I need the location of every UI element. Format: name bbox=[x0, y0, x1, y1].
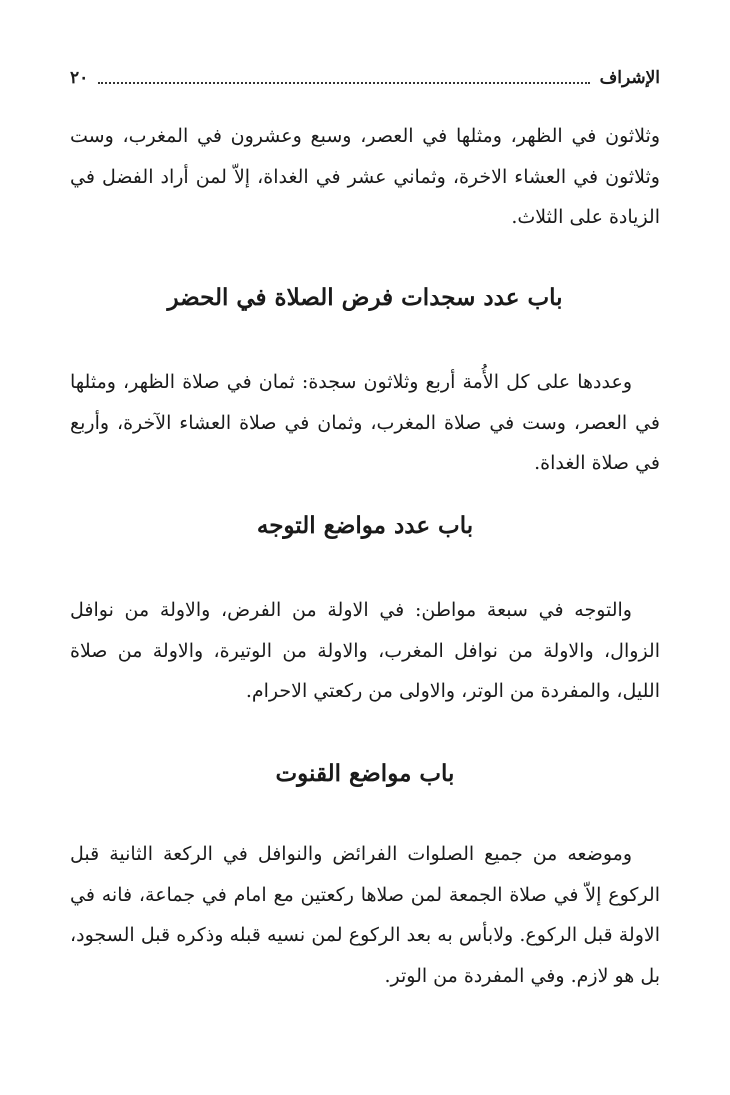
heading-sajdat: باب عدد سجدات فرض الصلاة في الحضر bbox=[167, 284, 563, 311]
paragraph-sajdat: وعددها على كل الأُمة أربع وثلاثون سجدة: ثمان في صلاة الظهر، ومثلها في العصر، وست في صلاة المغرب، وثمان في صلاة العشاء الآخرة، وأربع في صلاة الغداة. bbox=[70, 371, 660, 474]
dotted-leader bbox=[98, 80, 589, 84]
running-title: الإشراف bbox=[599, 68, 660, 88]
paragraph-tawajjuh: والتوجه في سبعة مواطن: في الاولة من الفرض، والاولة من نوافل الزوال، والاولة من نوافل المغرب، والاولة من الوتيرة، والاولة من صلاة الليل، والمفردة من الوتر، والاولى من ركعتي الاحرام. bbox=[70, 599, 660, 702]
page-number: ٢٠ bbox=[70, 68, 89, 88]
heading-qunut: باب مواضع القنوت bbox=[275, 760, 455, 787]
paragraph-qunut: وموضعه من جميع الصلوات الفرائض والنوافل في الركعة الثانية قبل الركوع إلاّ في صلاة الجمعة لمن صلاها ركعتين مع امام في جماعة، فانه في الاولة قبل الركوع. ولابأس به بعد الركوع لمن نسيه قبله وذكره قبل السجود، بل هو لازم. وفي المفردة من الوتر. bbox=[70, 843, 660, 987]
intro-paragraph: وثلاثون في الظهر، ومثلها في العصر، وسبع وعشرون في المغرب، وست وثلاثون في العشاء الاخرة، وثماني عشر في الغداة، إلاّ لمن أراد الفضل في الزيادة على الثلاث. bbox=[70, 125, 660, 228]
heading-tawajjuh: باب عدد مواضع التوجه bbox=[256, 512, 474, 539]
running-header bbox=[70, 62, 660, 94]
